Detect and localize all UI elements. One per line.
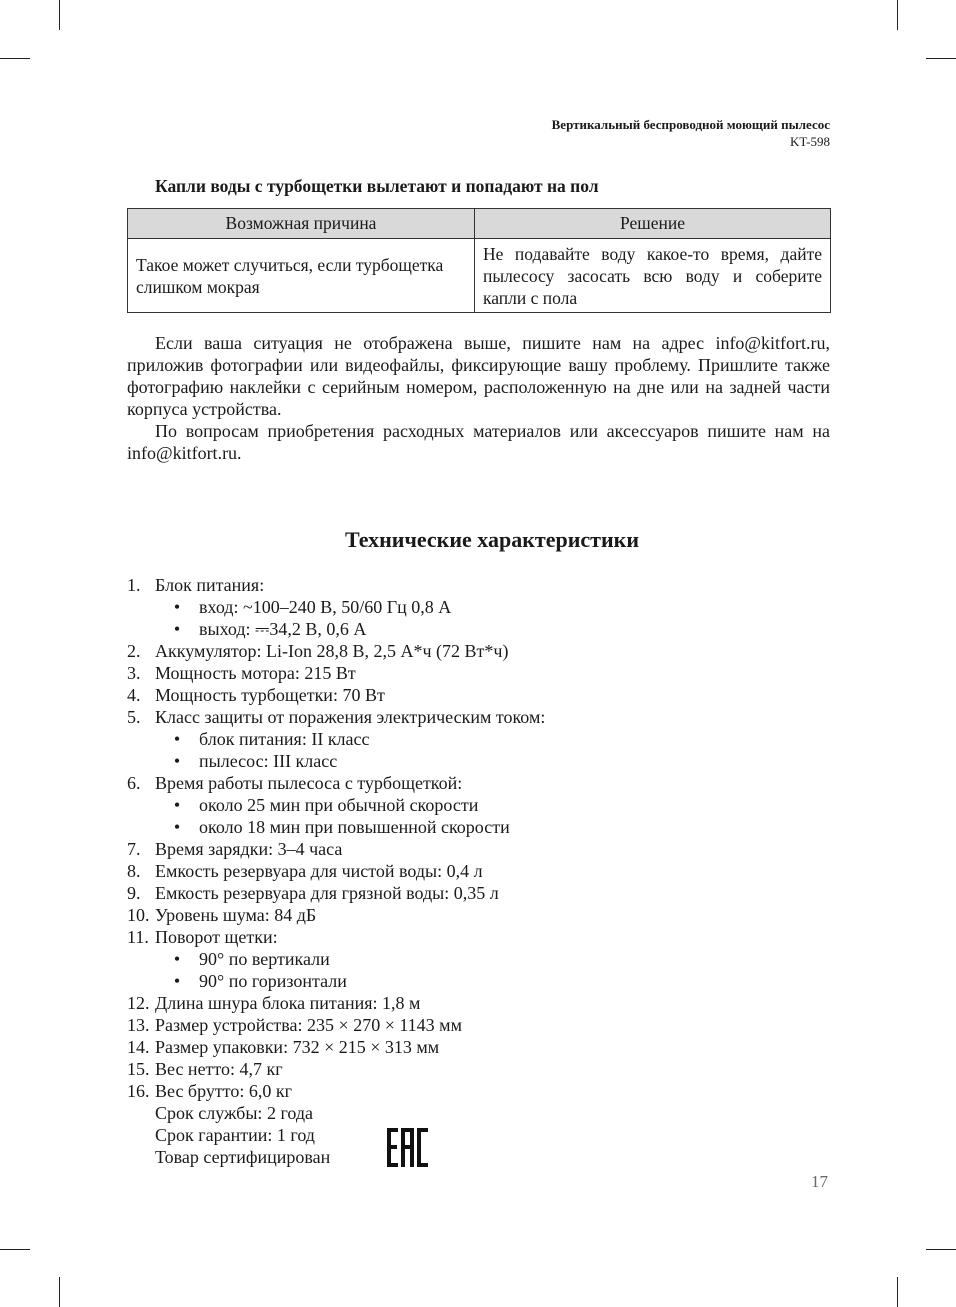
- item-number: 6.: [127, 773, 141, 793]
- table-header-solution: Решение: [475, 209, 831, 239]
- item-number: 11.: [127, 927, 149, 947]
- item-number: 7.: [127, 839, 141, 859]
- sub-list-item: [127, 596, 545, 618]
- header-title: Вертикальный беспроводной моющий пылесос: [551, 117, 830, 132]
- paragraph: Если ваша ситуация не отображена выше, пишите нам на адрес info@kitfort.ru, приложив фотографии или видеофайлы, фиксирующие вашу проблему. Пришлите также фотографию наклейки с серийным номером, расположенную на дне или на задней части корпуса устройства.: [127, 333, 830, 419]
- item-text: Мощность турбощетки: 70 Вт: [155, 685, 385, 705]
- item-text: Длина шнура блока питания: 1,8 м: [155, 993, 421, 1013]
- item-text: Вес нетто: 4,7 кг: [155, 1059, 283, 1079]
- item-text: Время зарядки: 3–4 часа: [155, 839, 343, 859]
- crop-mark: [0, 1249, 30, 1250]
- bullet-icon: •: [173, 597, 181, 617]
- sub-item-text: 90° по вертикали: [199, 949, 330, 969]
- list-item: [127, 992, 545, 1014]
- sub-item-text: пылесос: III класс: [199, 751, 338, 771]
- sub-list-item: [127, 618, 545, 640]
- list-item: [127, 640, 545, 662]
- sub-list-item: [127, 816, 545, 838]
- table-cell-solution: Не подавайте воду какое-то время, дайте пылесосу засосать всю воду и соберите капли с пола: [475, 239, 831, 313]
- extra-line: [127, 1146, 545, 1168]
- crop-mark: [897, 0, 898, 30]
- sub-item-text: около 25 мин при обычной скорости: [199, 795, 479, 815]
- sub-list-item: [127, 794, 545, 816]
- item-number: 15.: [127, 1059, 150, 1079]
- sub-list-item: [127, 750, 545, 772]
- item-number: 13.: [127, 1015, 150, 1035]
- list-item: [127, 1036, 545, 1058]
- bullet-icon: •: [173, 619, 181, 639]
- extra-text: Товар сертифицирован: [155, 1147, 331, 1167]
- item-number: 12.: [127, 993, 150, 1013]
- item-text: Класс защиты от поражения электрическим током:: [155, 707, 546, 727]
- list-item: [127, 574, 545, 596]
- item-number: 2.: [127, 641, 141, 661]
- sub-list-item: [127, 728, 545, 750]
- bullet-icon: •: [173, 795, 181, 815]
- crop-mark: [897, 1277, 898, 1307]
- item-text: Уровень шума: 84 дБ: [155, 905, 317, 925]
- item-number: 4.: [127, 685, 141, 705]
- sub-item-text: выход: ⎓34,2 В, 0,6 А: [199, 619, 367, 639]
- troubleshooting-table: [127, 208, 831, 313]
- item-text: Вес брутто: 6,0 кг: [155, 1081, 292, 1101]
- list-item: [127, 1080, 545, 1102]
- section-heading: Капли воды с турбощетки вылетают и попадают на пол: [155, 176, 599, 196]
- item-text: Аккумулятор: Li-Ion 28,8 В, 2,5 А*ч (72 Вт*ч): [155, 641, 509, 661]
- item-number: 9.: [127, 883, 141, 903]
- bullet-icon: •: [173, 729, 181, 749]
- item-number: 3.: [127, 663, 141, 683]
- item-number: 16.: [127, 1081, 150, 1101]
- item-text: Блок питания:: [155, 575, 265, 595]
- item-number: 14.: [127, 1037, 150, 1057]
- item-number: 8.: [127, 861, 141, 881]
- crop-mark: [926, 58, 956, 59]
- list-item: [127, 904, 545, 926]
- bullet-icon: •: [173, 971, 181, 991]
- page-number: 17: [811, 1172, 828, 1191]
- list-item: [127, 860, 545, 882]
- crop-mark: [59, 1277, 60, 1307]
- specs-title: Технические характеристики: [344, 527, 640, 552]
- item-text: Мощность мотора: 215 Вт: [155, 663, 356, 683]
- list-item: [127, 772, 545, 794]
- running-header: [552, 116, 830, 150]
- header-model: KT-598: [790, 134, 830, 149]
- sub-item-text: около 18 мин при повышенной скорости: [199, 817, 510, 837]
- sub-list-item: [127, 948, 545, 970]
- list-item: [127, 1058, 545, 1080]
- list-item: [127, 1014, 545, 1036]
- paragraph: По вопросам приобретения расходных материалов или аксессуаров пишите нам на info@kitfort.ru.: [127, 421, 830, 463]
- extra-line: [127, 1124, 545, 1146]
- list-item: [127, 882, 545, 904]
- list-item: [127, 684, 545, 706]
- item-number: 10.: [127, 905, 150, 925]
- item-number: 5.: [127, 707, 141, 727]
- item-text: Размер упаковки: 732 × 215 × 313 мм: [155, 1037, 440, 1057]
- item-text: Время работы пылесоса с турбощеткой:: [155, 773, 463, 793]
- item-text: Поворот щетки:: [155, 927, 278, 947]
- crop-mark: [59, 0, 60, 30]
- item-number: 1.: [127, 575, 141, 595]
- list-item: [127, 926, 545, 948]
- item-text: Емкость резервуара для чистой воды: 0,4 л: [155, 861, 483, 881]
- list-item: [127, 662, 545, 684]
- item-text: Емкость резервуара для грязной воды: 0,35 л: [155, 883, 499, 903]
- extra-text: Срок службы: 2 года: [155, 1103, 314, 1123]
- table-header-cause: Возможная причина: [128, 209, 475, 239]
- crop-mark: [926, 1249, 956, 1250]
- sub-item-text: блок питания: II класс: [199, 729, 370, 749]
- specs-list: [127, 574, 545, 1168]
- sub-item-text: 90° по горизонтали: [199, 971, 347, 991]
- sub-list-item: [127, 970, 545, 992]
- extra-text: Срок гарантии: 1 год: [155, 1125, 315, 1145]
- eac-logo: [387, 1128, 428, 1167]
- extra-line: [127, 1102, 545, 1124]
- bullet-icon: •: [173, 949, 181, 969]
- list-item: [127, 706, 545, 728]
- contact-text: [127, 332, 830, 464]
- table-row: [128, 239, 831, 313]
- table-cell-cause: Такое может случиться, если турбощетка слишком мокрая: [128, 239, 475, 313]
- bullet-icon: •: [173, 751, 181, 771]
- crop-mark: [0, 58, 30, 59]
- item-text: Размер устройства: 235 × 270 × 1143 мм: [155, 1015, 462, 1035]
- bullet-icon: •: [173, 817, 181, 837]
- sub-item-text: вход: ~100–240 В, 50/60 Гц 0,8 А: [199, 597, 452, 617]
- list-item: [127, 838, 545, 860]
